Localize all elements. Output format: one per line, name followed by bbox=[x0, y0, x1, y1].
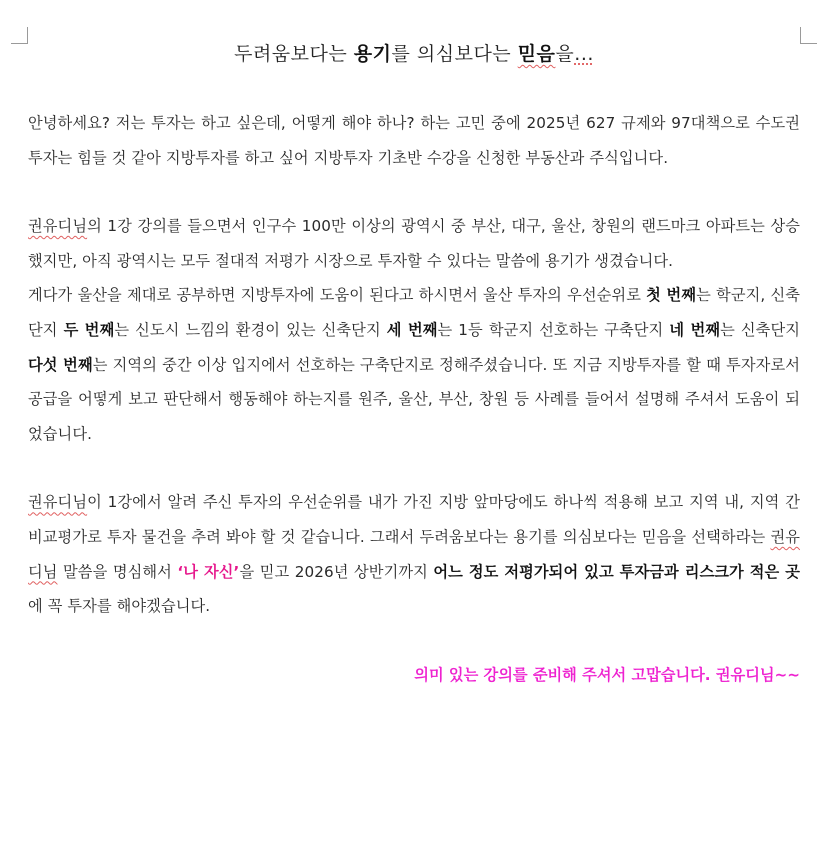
title-text-3: 을 bbox=[555, 43, 575, 65]
priorities-text-5: 는 신축단지 bbox=[720, 320, 800, 339]
paragraph-resolution bbox=[28, 485, 800, 623]
title-bold-faith: 믿음 bbox=[517, 43, 556, 65]
resolution-text-3: 을 믿고 2026년 상반기까지 bbox=[239, 562, 434, 581]
priority-fifth: 다섯 번째 bbox=[28, 355, 93, 374]
priority-second: 두 번째 bbox=[63, 320, 115, 339]
resolution-text-4: 에 꼭 투자를 해야겠습니다. bbox=[28, 597, 211, 616]
paragraph-lecture-summary bbox=[28, 209, 800, 278]
title-text-1: 두려움보다는 bbox=[234, 43, 354, 65]
document-title bbox=[28, 36, 800, 72]
instructor-name: 권유디님 bbox=[28, 527, 800, 581]
title-bold-courage: 용기 bbox=[353, 43, 392, 65]
priorities-text-6: 는 지역의 중간 이상 입지에서 선호하는 구축단지로 정해주셨습니다. 또 지금 지방투자를 할 때 투자자로서 공급을 어떻게 보고 판단해서 행동해야 하는지를 원주, 울산, 부산, 창원 등 사례를 들어서 설명해 주셔서 도움이 되었습니다. bbox=[28, 355, 800, 443]
quoted-myself: ‘나 자신’ bbox=[177, 562, 240, 581]
priority-first: 첫 번째 bbox=[646, 286, 697, 305]
paragraph-intro bbox=[28, 106, 800, 175]
page-corner-mark-top-left bbox=[11, 27, 28, 44]
closing-thanks-text: 의미 있는 강의를 준비해 주셔서 고맙습니다. 권유디님~~ bbox=[414, 665, 800, 684]
title-text-2: 를 의심보다는 bbox=[391, 43, 518, 65]
closing-thanks bbox=[28, 658, 800, 692]
priority-fourth: 네 번째 bbox=[669, 320, 721, 339]
priorities-text-3: 는 신도시 느낌의 환경이 있는 신축단지 bbox=[114, 320, 387, 339]
page-corner-mark-top-right bbox=[800, 27, 817, 44]
title-ellipsis: ... bbox=[574, 43, 594, 65]
instructor-name: 권유디님 bbox=[28, 493, 88, 512]
priorities-text-2: 는 학군지, 신축단지 bbox=[28, 286, 800, 339]
instructor-name: 권유디님 bbox=[28, 217, 88, 236]
lecture-summary-text: 의 1강 강의를 들으면서 인구수 100만 이상의 광역시 중 부산, 대구, 울산, 창원의 랜드마크 아파트는 상승했지만, 아직 광역시는 모두 절대적 저평가 시장으로 투자할 수 있다는 말씀에 용기가 생겼습니다. bbox=[28, 217, 800, 270]
document-page bbox=[28, 36, 800, 692]
priorities-text-4: 는 1등 학군지 선호하는 구축단지 bbox=[437, 320, 670, 339]
resolution-target-bold: 어느 정도 저평가되어 있고 투자금과 리스크가 적은 곳 bbox=[433, 562, 800, 581]
intro-text: 안녕하세요? 저는 투자는 하고 싶은데, 어떻게 해야 하나? 하는 고민 중에 2025년 627 규제와 97대책으로 수도권 투자는 힘들 것 같아 지방투자를 하고 싶어 지방투자 기초반 수강을 신청한 부동산과 주식입니다. bbox=[28, 114, 800, 167]
priorities-text-1: 게다가 울산을 제대로 공부하면 지방투자에 도움이 된다고 하시면서 울산 투자의 우선순위로 bbox=[28, 286, 647, 305]
priority-third: 세 번째 bbox=[386, 320, 438, 339]
paragraph-ulsan-priorities bbox=[28, 278, 800, 451]
resolution-text-1: 이 1강에서 알려 주신 투자의 우선순위를 내가 가진 지방 앞마당에도 하나씩 적용해 보고 지역 내, 지역 간 비교평가로 투자 물건을 추려 봐야 할 것 같습니다. 그래서 두려움보다는 용기를 의심보다는 믿음을 선택하라는 bbox=[28, 493, 800, 546]
resolution-text-2: 말씀을 명심해서 bbox=[57, 562, 178, 581]
